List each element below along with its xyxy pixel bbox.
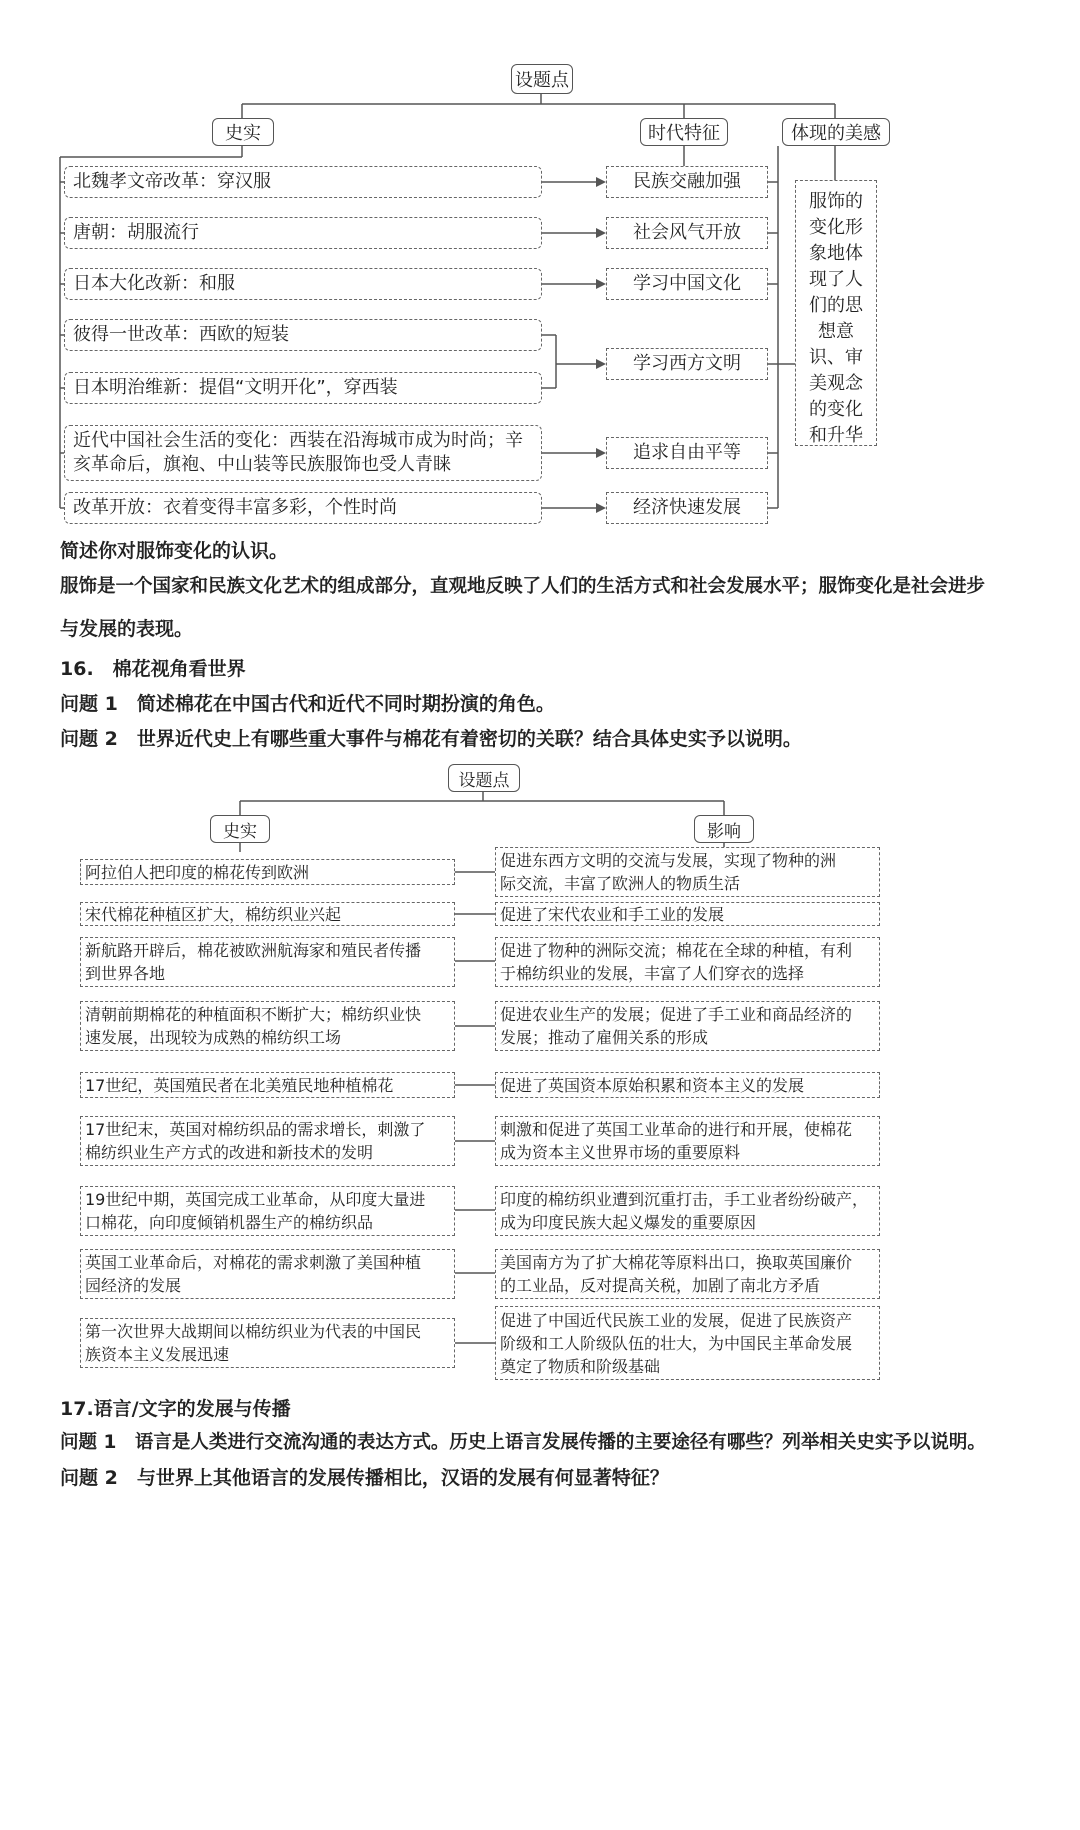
fact-text: 西欧的短装 <box>199 324 289 345</box>
fact-line: 园经济的发展 <box>85 1276 182 1295</box>
impact-line: 奠定了物质和阶级基础 <box>500 1356 661 1376</box>
fact-text: 和服 <box>199 273 235 294</box>
fact-line: 19世纪中期，英国完成工业革命，从印度大量进 <box>85 1190 426 1209</box>
diagram2-fact <box>80 1318 455 1368</box>
impact-line: 促进东西方文明的交流与发展，实现了物种的洲 <box>500 851 837 870</box>
fact-line: 清朝前期棉花的种植面积不断扩大；棉纺织业快 <box>85 1005 422 1024</box>
fact-text-line2: 亥革命后，旗袍、中山装等民族服饰也受人青睐 <box>73 454 451 475</box>
section17-question2: 问题 2 与世界上其他语言的发展传播相比，汉语的发展有何显著特征？ <box>60 1467 669 1489</box>
impact-line: 促进了物种的洲际交流；棉花在全球的种植，有利 <box>500 941 853 960</box>
impact-line: 发展；推动了雇佣关系的形成 <box>500 1028 709 1047</box>
section16-question1: 问题 1 简述棉花在中国古代和近代不同时期扮演的角色。 <box>60 693 555 715</box>
section16-question2: 问题 2 世界近代史上有哪些重大事件与棉花有着密切的关联？结合具体史实予以说明。 <box>60 728 802 750</box>
fact-label: 近代中国社会生活的变化： <box>73 430 289 451</box>
diagram2-fact <box>80 859 455 885</box>
diagram1-feature: 民族交融加强 <box>606 166 768 198</box>
section15-answer-line2: 与发展的表现。 <box>60 618 194 640</box>
fact-line: 17世纪，英国殖民者在北美殖民地种植棉花 <box>85 1075 394 1095</box>
fact-label: 北魏孝文帝改革： <box>73 171 217 192</box>
fact-line: 阿拉伯人把印度的棉花传到欧洲 <box>85 862 310 882</box>
section15-answer-line1: 服饰是一个国家和民族文化艺术的组成部分，直观地反映了人们的生活方式和社会发展水平；服饰变化是社会进步 <box>60 576 986 597</box>
diagram1-features-header: 时代特征 <box>640 118 728 146</box>
diagram2-impact <box>495 1186 880 1236</box>
section16-title: 16. 棉花视角看世界 <box>60 658 246 680</box>
fact-line: 到世界各地 <box>85 964 166 983</box>
fact-text: 西装在沿海城市成为时尚；辛 <box>289 430 523 451</box>
section17-question1: 问题 1 语言是人类进行交流沟通的表达方式。历史上语言发展传播的主要途径有哪些？列举相关史实予以说明。 <box>60 1432 986 1453</box>
fact-label: 彼得一世改革： <box>73 324 199 345</box>
fact-line: 新航路开辟后，棉花被欧洲航海家和殖民者传播 <box>85 941 422 960</box>
fact-label: 日本大化改新： <box>73 273 199 294</box>
diagram2-fact <box>80 1116 455 1166</box>
diagram2-fact <box>80 1072 455 1098</box>
fact-line: 宋代棉花种植区扩大，棉纺织业兴起 <box>85 904 342 924</box>
fact-line: 口棉花，向印度倾销机器生产的棉纺织品 <box>85 1213 374 1232</box>
impact-line: 阶级和工人阶级队伍的壮大，为中国民主革命发展 <box>500 1333 853 1353</box>
impact-line: 美国南方为了扩大棉花等原料出口，换取英国廉价 <box>500 1253 853 1272</box>
impact-line: 促进了中国近代民族工业的发展，促进了民族资产 <box>500 1310 853 1330</box>
impact-line: 的工业品，反对提高关税，加剧了南北方矛盾 <box>500 1276 821 1295</box>
impact-line: 促进了英国资本原始积累和资本主义的发展 <box>500 1075 805 1095</box>
fact-text: 提倡“文明开化”，穿西装 <box>199 377 398 398</box>
fact-text: 衣着变得丰富多彩，个性时尚 <box>163 497 397 518</box>
fact-line: 速发展，出现较为成熟的棉纺织工场 <box>85 1028 342 1047</box>
impact-line: 于棉纺织业的发展，丰富了人们穿衣的选择 <box>500 964 805 983</box>
diagram1-beauty: 服饰的变化形象地体现了人们的思想意识、审美观念的变化和升华 <box>795 180 877 446</box>
diagram2-impact <box>495 1001 880 1051</box>
fact-line: 第一次世界大战期间以棉纺织业为代表的中国民 <box>85 1322 422 1341</box>
impact-line: 成为印度民族大起义爆发的重要原因 <box>500 1213 757 1232</box>
section15-question: 简述你对服饰变化的认识。 <box>60 540 289 562</box>
fact-text: 穿汉服 <box>217 171 271 192</box>
diagram1-feature: 社会风气开放 <box>606 217 768 249</box>
fact-text: 胡服流行 <box>127 222 199 243</box>
diagram2-impact <box>495 1249 880 1299</box>
diagram2-fact <box>80 1001 455 1051</box>
diagram2-impact <box>495 847 880 897</box>
diagram2-impact <box>495 1306 880 1380</box>
impact-line: 促进了宋代农业和手工业的发展 <box>500 904 725 924</box>
fact-label: 改革开放： <box>73 497 163 518</box>
fact-line: 族资本主义发展迅速 <box>85 1345 230 1364</box>
impact-line: 刺激和促进了英国工业革命的进行和开展，使棉花 <box>500 1120 853 1139</box>
diagram2-facts-header: 史实 <box>210 815 270 843</box>
fact-line: 英国工业革命后，对棉花的需求刺激了美国种植 <box>85 1253 422 1272</box>
diagram2-impact <box>495 902 880 926</box>
diagram2-fact <box>80 902 455 926</box>
diagram1-feature: 学习中国文化 <box>606 268 768 300</box>
diagram2-impact <box>495 1072 880 1098</box>
diagram1-beauty-header: 体现的美感 <box>782 118 890 146</box>
diagram2-impact <box>495 1116 880 1166</box>
diagram2-fact <box>80 1249 455 1299</box>
diagram1-root: 设题点 <box>511 64 573 94</box>
diagram2-impact <box>495 937 880 987</box>
diagram2-fact <box>80 1186 455 1236</box>
impact-line: 际交流，丰富了欧洲人的物质生活 <box>500 874 741 893</box>
fact-label: 唐朝： <box>73 222 127 243</box>
fact-line: 棉纺织业生产方式的改进和新技术的发明 <box>85 1143 374 1162</box>
diagram2-fact <box>80 937 455 987</box>
impact-line: 促进农业生产的发展；促进了手工业和商品经济的 <box>500 1005 853 1024</box>
diagram1-feature: 学习西方文明 <box>606 348 768 380</box>
fact-label: 日本明治维新： <box>73 377 199 398</box>
impact-line: 印度的棉纺织业遭到沉重打击，手工业者纷纷破产， <box>500 1190 869 1209</box>
diagram1-feature: 追求自由平等 <box>606 437 768 469</box>
diagram2-impacts-header: 影响 <box>694 815 754 843</box>
section17-title: 17.语言/文字的发展与传播 <box>60 1398 291 1420</box>
diagram1-facts-header: 史实 <box>212 118 274 146</box>
fact-line: 17世纪末，英国对棉纺织品的需求增长，刺激了 <box>85 1120 426 1139</box>
diagram1-feature: 经济快速发展 <box>606 492 768 524</box>
diagram2-root: 设题点 <box>448 764 520 792</box>
impact-line: 成为资本主义世界市场的重要原料 <box>500 1143 741 1162</box>
